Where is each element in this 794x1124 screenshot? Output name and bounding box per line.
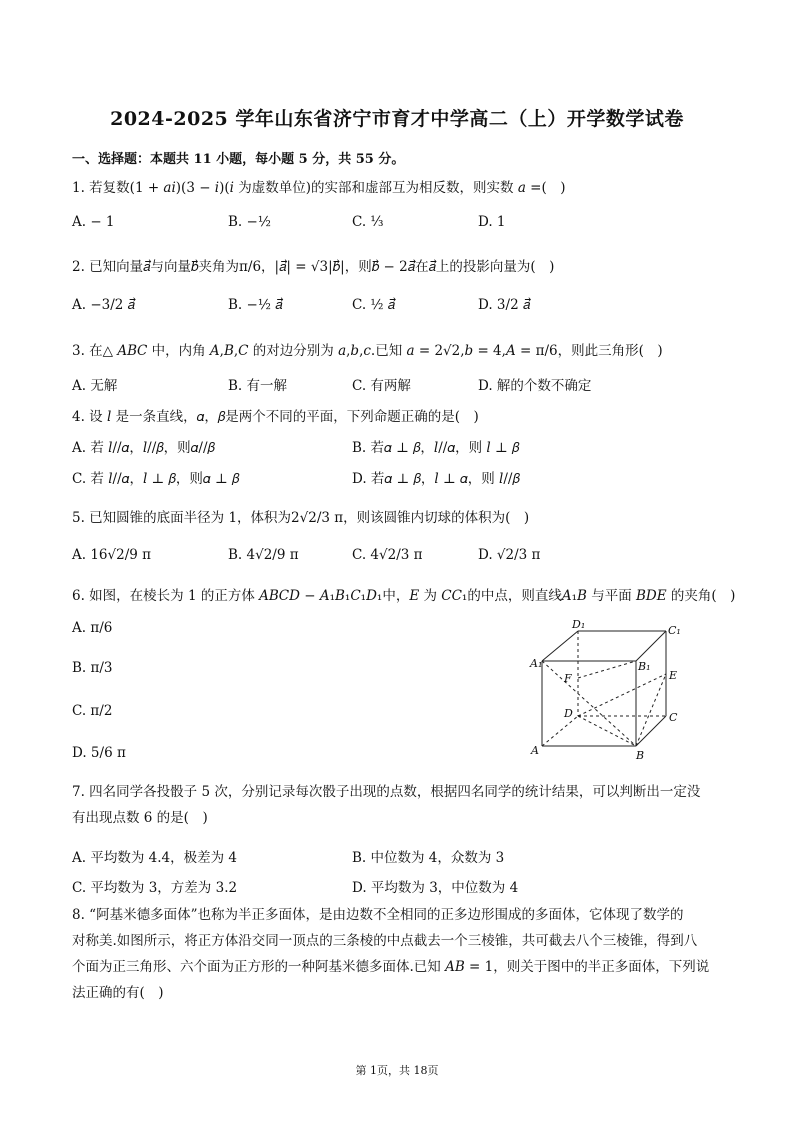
edge-ad-hidden xyxy=(542,716,578,746)
question-5-stem: 5. 已知圆锥的底面半径为 1，体积为2√2/3 π，则该圆锥内切球的体积为( ) xyxy=(72,510,530,526)
question-6-option-d: D. 5/6 π xyxy=(72,745,126,761)
section-heading: 一、选择题：本题共 11 小题，每小题 5 分，共 55 分。 xyxy=(72,152,405,167)
label-b1: B₁ xyxy=(638,660,651,673)
question-2-option-d: D. 3/2 𝑎⃗ xyxy=(478,297,531,313)
question-7-option-c: C. 平均数为 3，方差为 3.2 xyxy=(72,880,238,896)
edge-a1d1 xyxy=(542,631,578,661)
question-1-option-c: C. ⅓ xyxy=(352,214,384,230)
question-2-option-a: A. −3/2 𝑎⃗ xyxy=(72,297,135,313)
label-c1: C₁ xyxy=(668,624,681,637)
question-4-option-b: B. 若𝛼 ⊥ 𝛽，𝑙//𝛼，则 𝑙 ⊥ 𝛽 xyxy=(352,440,520,456)
exam-title: 2024-2025 学年山东省济宁市育才中学高二（上）开学数学试卷 xyxy=(110,108,684,130)
question-7-option-d: D. 平均数为 3，中位数为 4 xyxy=(352,880,519,896)
question-6-option-a: A. π/6 xyxy=(72,620,113,636)
question-3-option-a: A. 无解 xyxy=(72,378,118,394)
segment-fb1 xyxy=(578,661,636,678)
question-2-stem: 2. 已知向量𝑎⃗与向量𝑏⃗夹角为π/6，|𝑎⃗| = √3|𝑏⃗|，则𝑏⃗ − 2𝑎⃗在𝑎⃗上的投影向量为( ) xyxy=(72,259,555,275)
question-6-stem: 6. 如图，在棱长为 1 的正方体 𝐴𝐵𝐶𝐷 − 𝐴₁𝐵₁𝐶₁𝐷₁中，𝐸 为 𝐶𝐶₁的中点，则直线𝐴₁𝐵 与平面 𝐵𝐷𝐸 的夹角( ) xyxy=(72,588,736,604)
segment-be xyxy=(636,674,666,746)
label-c: C xyxy=(669,711,678,724)
question-4-stem: 4. 设 𝑙 是一条直线，𝛼，𝛽是两个不同的平面，下列命题正确的是( ) xyxy=(72,409,479,425)
label-f: F xyxy=(564,672,572,685)
question-7-stem-line-2: 有出现点数 6 的是( ) xyxy=(72,810,208,826)
label-d: D xyxy=(564,707,573,720)
question-7-option-a: A. 平均数为 4.4，极差为 4 xyxy=(72,850,237,866)
question-5-option-b: B. 4√2/9 π xyxy=(228,547,299,563)
cube-figure xyxy=(528,618,688,768)
edge-bc xyxy=(636,716,666,746)
question-6-option-c: C. π/2 xyxy=(72,703,113,719)
question-6-option-b: B. π/3 xyxy=(72,660,113,676)
question-5-option-d: D. √2/3 π xyxy=(478,547,541,563)
label-b: B xyxy=(636,749,645,762)
question-7-option-b: B. 中位数为 4，众数为 3 xyxy=(352,850,505,866)
page-footer: 第 1页，共 18页 xyxy=(355,1064,439,1077)
question-7-stem-line-1: 7. 四名同学各投骰子 5 次，分别记录每次骰子出现的点数，根据四名同学的统计结果，可以判断出一定没 xyxy=(72,784,701,800)
question-1-option-d: D. 1 xyxy=(478,214,506,230)
question-1-option-a: A. − 1 xyxy=(72,214,115,230)
question-2-option-c: C. ½ 𝑎⃗ xyxy=(352,297,396,313)
label-a: A xyxy=(531,744,539,757)
question-4-option-c: C. 若 𝑙//𝛼，𝑙 ⊥ 𝛽，则𝛼 ⊥ 𝛽 xyxy=(72,471,240,487)
label-e: E xyxy=(669,669,678,682)
segment-de xyxy=(578,674,666,716)
question-4-option-a: A. 若 𝑙//𝛼，𝑙//𝛽，则𝛼//𝛽 xyxy=(72,440,215,456)
question-1-stem: 1. 若复数(1 + 𝑎𝑖)(3 − 𝑖)(𝑖 为虚数单位)的实部和虚部互为相反数，则实数 𝑎 =( ) xyxy=(72,180,566,196)
question-8-line-1: 8. “阿基米德多面体”也称为半正多面体，是由边数不全相同的正多边形围成的多面体，它体现了数学的 xyxy=(72,907,684,923)
segment-a1b xyxy=(542,661,636,746)
question-2-option-b: B. −½ 𝑎⃗ xyxy=(228,297,283,313)
question-3-option-c: C. 有两解 xyxy=(352,378,411,394)
question-4-option-d: D. 若𝛼 ⊥ 𝛽，𝑙 ⊥ 𝛼，则 𝑙//𝛽 xyxy=(352,471,520,487)
question-8-stem xyxy=(72,902,724,1006)
edge-b1c1 xyxy=(636,631,666,661)
question-5-option-a: A. 16√2/9 π xyxy=(72,547,152,563)
segment-db xyxy=(578,716,636,746)
question-8-line-2: 对称美.如图所示，将正方体沿交同一顶点的三条棱的中点截去一个三棱锥，共可截去八个三棱锥，得到八 xyxy=(72,933,698,949)
label-d1: D₁ xyxy=(572,618,586,631)
question-3-option-b: B. 有一解 xyxy=(228,378,288,394)
question-7-stem xyxy=(72,779,724,831)
question-8-line-4: 法正确的有( ) xyxy=(72,985,164,1001)
question-1-option-b: B. −½ xyxy=(228,214,271,230)
question-3-option-d: D. 解的个数不确定 xyxy=(478,378,592,394)
label-a1: A₁ xyxy=(530,657,543,670)
question-8-line-3: 个面为正三角形、六个面为正方形的一种阿基米德多面体.已知 𝐴𝐵 = 1，则关于图中的半正多面体，下列说 xyxy=(72,959,710,975)
question-3-stem: 3. 在△ 𝐴𝐵𝐶 中，内角 𝐴,𝐵,𝐶 的对边分别为 𝑎,𝑏,𝑐.已知 𝑎 = 2√2,𝑏 = 4,𝐴 = π/6，则此三角形( ) xyxy=(72,343,663,359)
question-5-option-c: C. 4√2/3 π xyxy=(352,547,423,563)
